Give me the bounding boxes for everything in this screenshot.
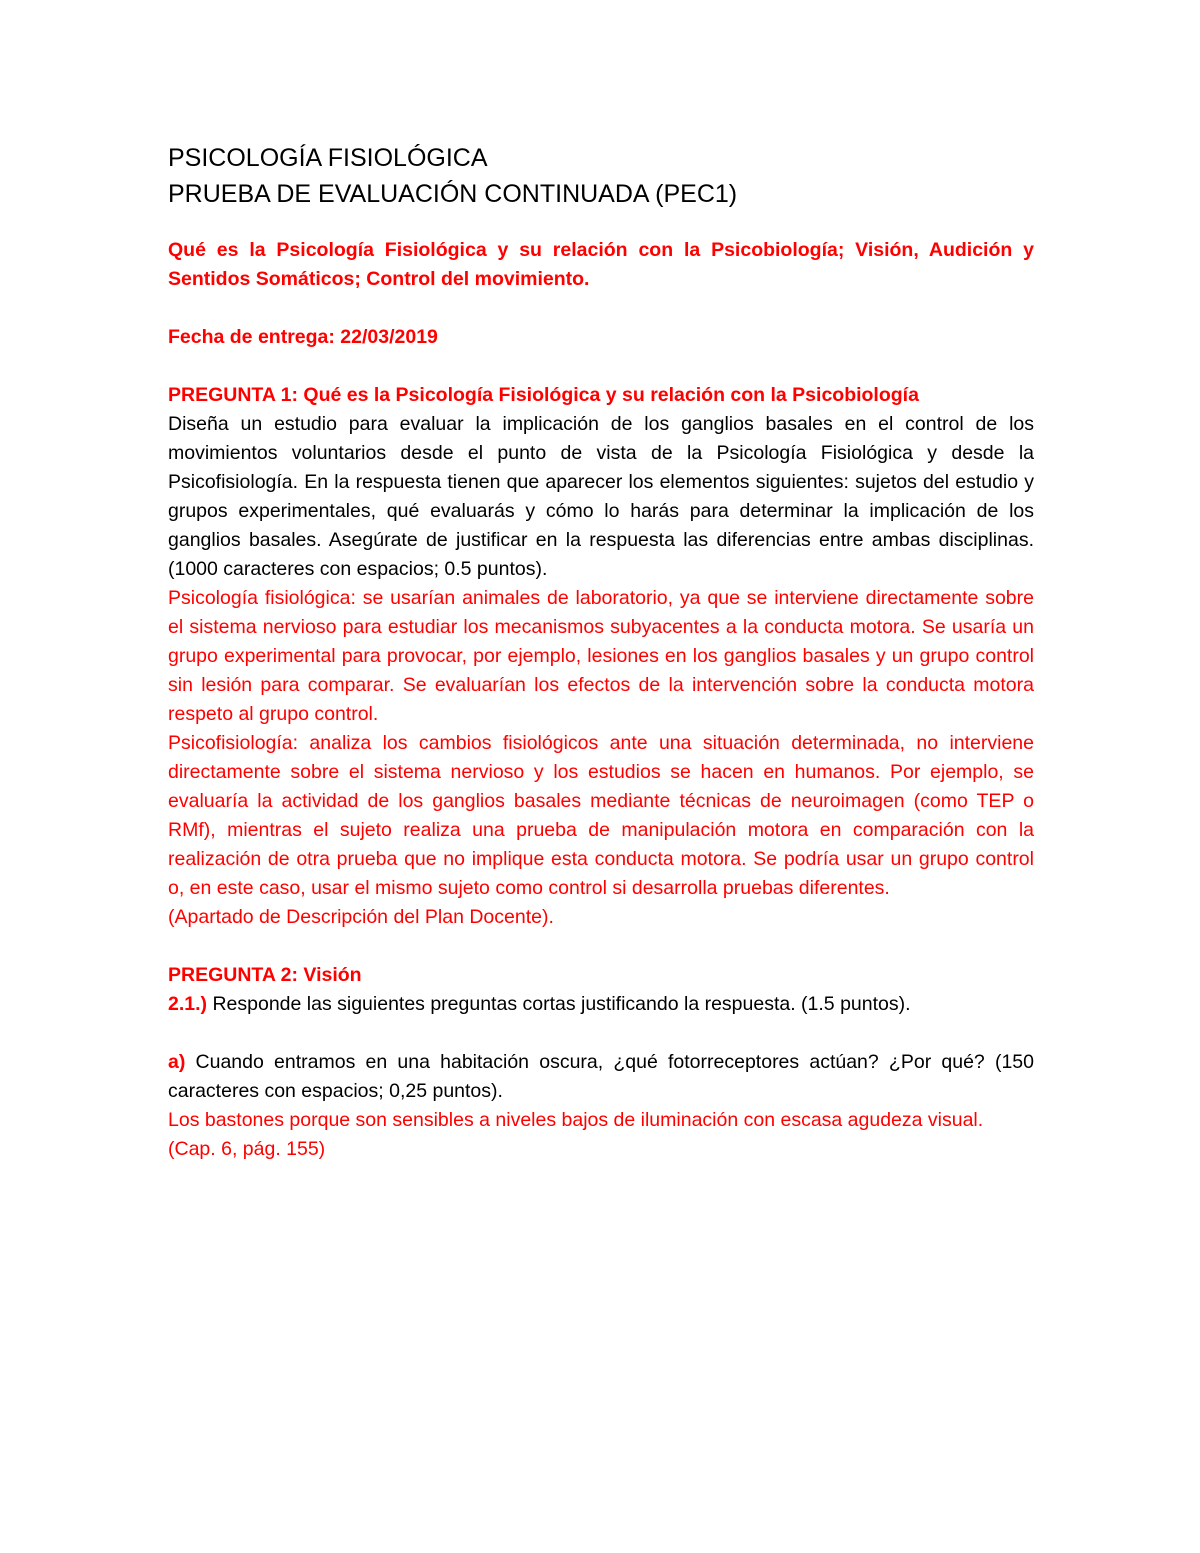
question-1-answer-psicofisiologia: Psicofisiología: analiza los cambios fisiológicos ante una situación determinada, no interviene directamente sobre el sistema nervioso y los estudios se hacen en humanos. Por ejemplo, se evaluaría la actividad de los ganglios basales mediante técnicas de neuroimagen (como TEP o RMf), mientras el sujeto realiza una prueba de manipulación motora en comparación con la realización de otra prueba que no implique esta conducta motora. Se podría usar un grupo control o, en este caso, usar el mismo sujeto como control si desarrolla pruebas diferentes. [168, 732, 1034, 899]
spacer [168, 1019, 1034, 1048]
question-2-1-a-reference: (Cap. 6, pág. 155) [168, 1138, 326, 1160]
document-content [168, 140, 1034, 1164]
question-2-1-a [168, 1048, 1034, 1106]
question-2-1-label: 2.1.) [168, 993, 208, 1015]
question-1-prompt: Diseña un estudio para evaluar la implicación de los ganglios basales en el control de los movimientos voluntarios desde el punto de vista de la Psicología Fisiológica y desde la Psicofisiología. En la respuesta tienen que aparecer los elementos siguientes: sujetos del estudio y grupos experimentales, qué evaluarás y cómo lo harás para determinar la implicación de los ganglios basales. Asegúrate de justificar en la respuesta las diferencias entre ambas disciplinas. (1000 caracteres con espacios; 0.5 puntos). [168, 413, 1034, 580]
question-2-1-a-text: Cuando entramos en una habitación oscura, ¿qué fotorreceptores actúan? ¿Por qué? (150 caracteres con espacios; 0,25 puntos). [168, 1051, 1034, 1102]
spacer [168, 352, 1034, 381]
spacer [168, 212, 1034, 236]
question-2-1-text: Responde las siguientes preguntas cortas justificando la respuesta. (1.5 puntos). [207, 993, 911, 1015]
question-2-1-instruction [168, 990, 1034, 1019]
question-1-answer-fisiologica: Psicología fisiológica: se usarían animales de laboratorio, ya que se interviene directamente sobre el sistema nervioso para estudiar los mecanismos subyacentes a la conducta motora. Se usaría un grupo experimental para provocar, por ejemplo, lesiones en los ganglios basales y un grupo control sin lesión para comparar. Se evaluarían los efectos de la intervención sobre la conducta motora respeto al grupo control. [168, 587, 1034, 725]
spacer [168, 294, 1034, 323]
exam-title: PRUEBA DE EVALUACIÓN CONTINUADA (PEC1) [168, 180, 738, 208]
question-1-heading: PREGUNTA 1: Qué es la Psicología Fisiológica y su relación con la Psicobiología [168, 384, 919, 406]
due-date: Fecha de entrega: 22/03/2019 [168, 326, 438, 348]
question-2-1-a-answer: Los bastones porque son sensibles a niveles bajos de iluminación con escasa agudeza visual. [168, 1109, 984, 1131]
topics-text: Qué es la Psicología Fisiológica y su relación con la Psicobiología; Visión, Audición y Sentidos Somáticos; Control del movimiento. [168, 239, 1034, 290]
question-2-1-a-label: a) [168, 1051, 186, 1073]
spacer [168, 932, 1034, 961]
question-2-heading: PREGUNTA 2: Visión [168, 964, 362, 986]
course-title: PSICOLOGÍA FISIOLÓGICA [168, 144, 488, 172]
question-1-reference: (Apartado de Descripción del Plan Docente). [168, 906, 554, 928]
